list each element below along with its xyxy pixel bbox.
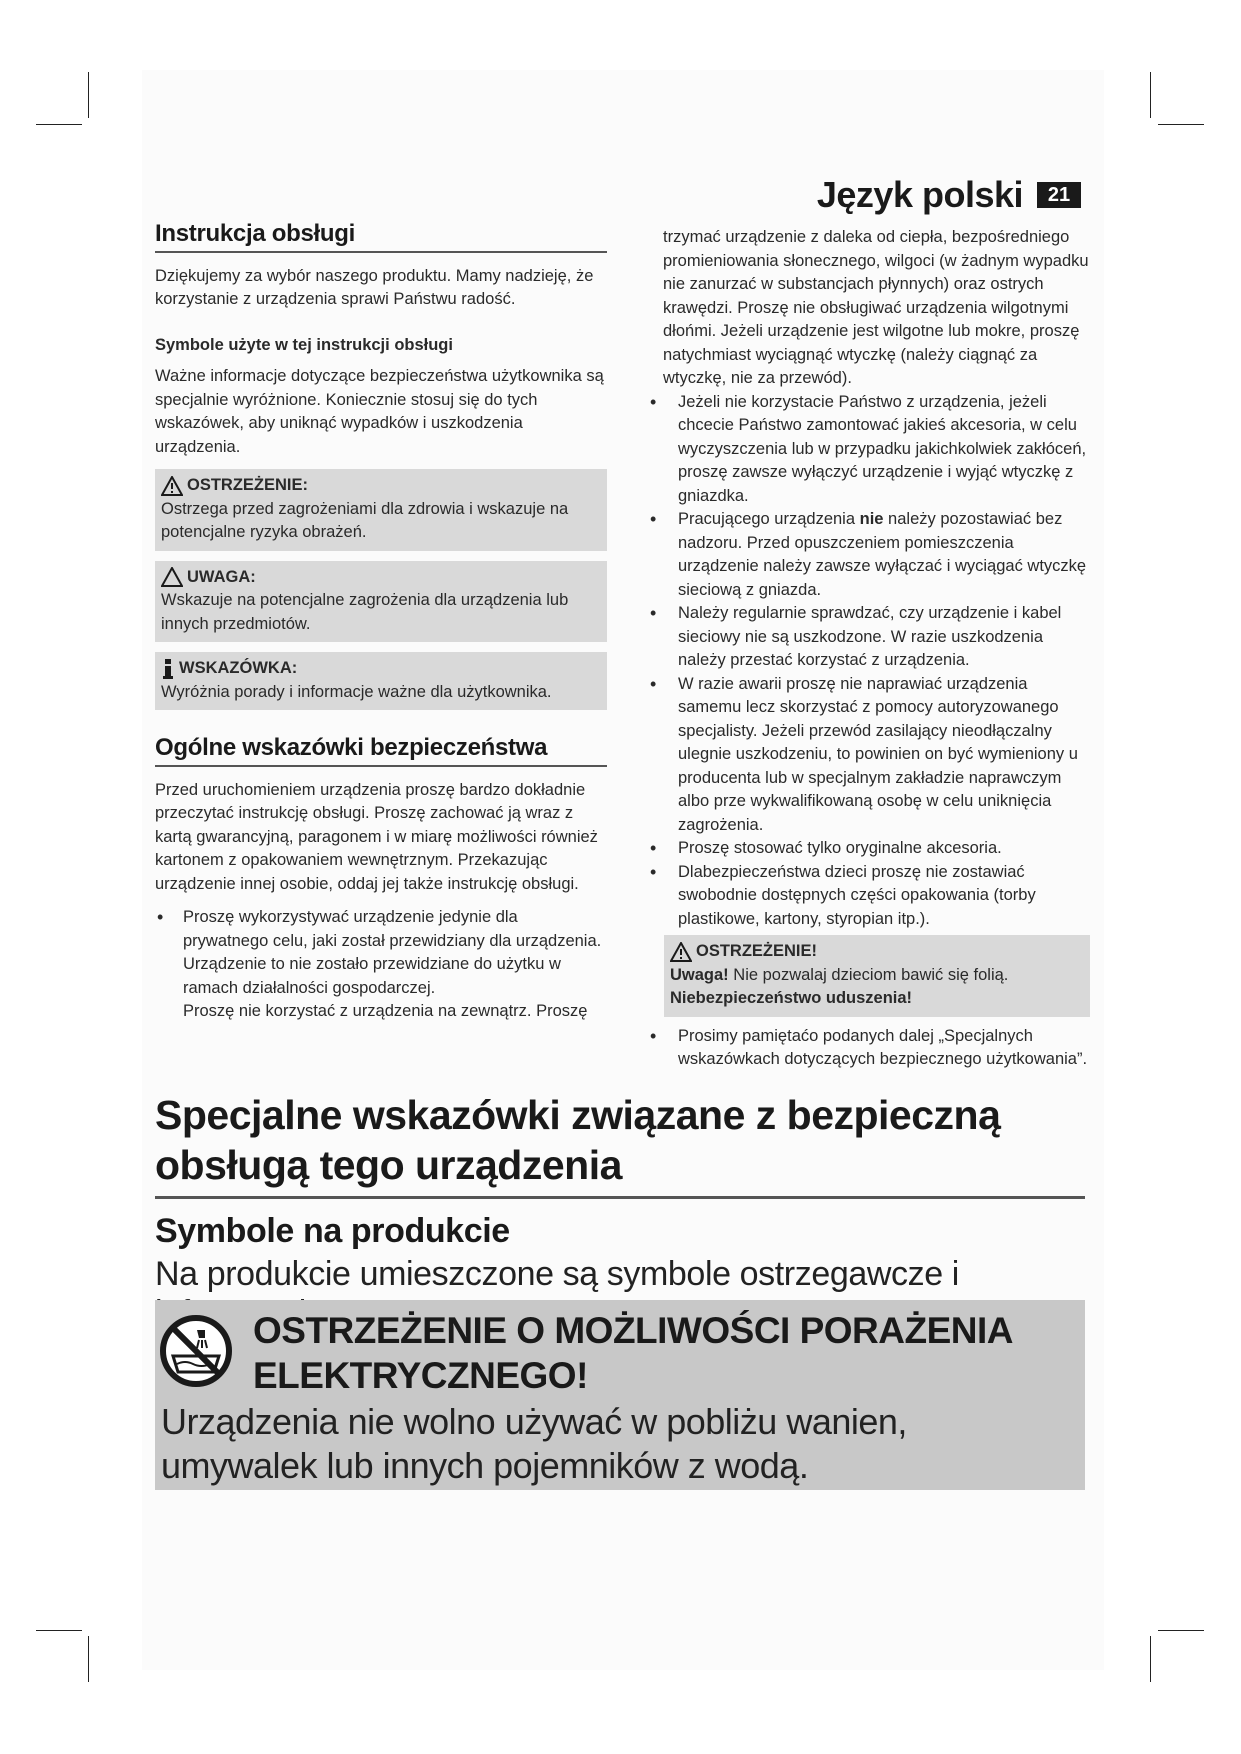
caution-box xyxy=(155,561,607,643)
warning-box xyxy=(155,469,607,551)
crop-mark xyxy=(88,1636,89,1682)
crop-mark xyxy=(36,124,82,125)
no-water-prohibition-icon xyxy=(159,1314,233,1388)
suffocation-box-text xyxy=(670,964,1084,1011)
symbols-product-title: Symbole na produkcie xyxy=(155,1212,510,1250)
list-item xyxy=(648,602,1090,673)
box-text: Nie pozwalaj dzieciom bawić się folią. xyxy=(728,965,1009,984)
note-box-text: Wyróżnia porady i informacje ważne dla użytkownika. xyxy=(161,682,552,701)
intro-text: Dziękujemy za wybór naszego produktu. Mamy nadzieję, że korzystanie z urządzenia sprawi Państwu radość. xyxy=(155,266,594,308)
crop-mark xyxy=(1150,1636,1151,1682)
safety-list xyxy=(155,906,607,1024)
electric-shock-warning-box xyxy=(155,1300,1085,1490)
safety-list-end xyxy=(648,1025,1090,1072)
special-section-title: Specjalne wskazówki związane z bezpieczną obsługą tego urządzenia xyxy=(155,1090,1085,1199)
continued-text: trzymać urządzenie z daleka od ciepła, bezpośredniego promieniowania słonecznego, wilgoci (w żadnym wypadku nie zanurzać w substancjach płynnych) oraz ostrych krawędzi. Proszę nie obsługiwać urządzenia wilgotnymi dłońmi. Jeżeli urządzenie jest wilgotne lub mokre, proszę natychmiast wyciągnąć wtyczkę (należy ciągnąć za wtyczkę, nie za przewód). xyxy=(663,228,1089,387)
warning-triangle-icon xyxy=(670,942,692,962)
info-icon xyxy=(161,659,175,679)
bullet-emphasis: nie xyxy=(859,510,884,528)
bullet-text-continued: Proszę nie korzystać z urządzenia na zewnątrz. Proszę xyxy=(183,1002,588,1020)
list-item xyxy=(648,391,1090,509)
bullet-text: Prosimy pamiętaćo podanych dalej „Specjalnych wskazówkach dotyczących bezpiecznego użytkowania”. xyxy=(678,1026,1088,1068)
crop-mark xyxy=(88,72,89,118)
crop-mark xyxy=(36,1630,82,1631)
list-item xyxy=(648,508,1090,602)
crop-mark xyxy=(1158,124,1204,125)
list-item xyxy=(648,837,1090,861)
bullet-text: Jeżeli nie korzystacie Państwo z urządzenia, jeżeli chcecie Państwo zamontować jakieś akcesoria, w celu wyczyszczenia lub w przypadku jakichkolwiek zakłóceń, proszę zawsze wyłączyć urządzenie i wyjąć wtyczkę z gniazdka. xyxy=(678,392,1087,505)
warning-box-text: Ostrzega przed zagrożeniami dla zdrowia i wskazuje na potencjalne ryzyka obrażeń. xyxy=(161,499,569,541)
bullet-text: Należy regularnie sprawdzać, czy urządzenie i kabel sieciowy nie są uszkodzone. W razie uszkodzenia należy przestać korzystać z urządzenia. xyxy=(678,604,1062,669)
list-item xyxy=(648,861,1090,932)
warning-box-title: OSTRZEŻENIE: xyxy=(187,476,309,494)
left-column xyxy=(155,222,607,1024)
bullet-text: W razie awarii proszę nie naprawiać urządzenia samemu lecz skorzystać z pomocy autoryzowanego specjalisty. Jeżeli przewód zasilający nieodłączalny ulegnie uszkodzeniu, to powinien on być wymieniony u producenta lub w specjalnym zakładzie naprawczym albo prze wykwalifikowaną osobę w celu uniknięcia zagrożenia. xyxy=(678,674,1078,834)
caution-box-text: Wskazuje na potencjalne zagrożenia dla urządzenia lub innych przedmiotów. xyxy=(161,591,569,633)
caution-box-title: UWAGA: xyxy=(187,567,256,586)
suffocation-warning-box xyxy=(664,935,1090,1017)
page-header xyxy=(817,174,1081,216)
list-item xyxy=(648,673,1090,838)
symbols-text: Ważne informacje dotyczące bezpieczeństwa użytkownika są specjalnie wyróżnione. Koniecznie stosuj się do tych wskazówek, aby uniknąć wypadków i uszkodzenia urządzenia. xyxy=(155,367,604,456)
caution-triangle-icon xyxy=(161,567,183,587)
box-emphasis: Uwaga! xyxy=(670,965,729,984)
bullet-text: należy pozostawiać bez nadzoru. Przed opuszczeniem pomieszczenia urządzenie należy zawsze wyłączać i wyciągać wtyczkę sieciową z gniazda. xyxy=(678,510,1087,599)
section-title-instructions: Instrukcja obsługi xyxy=(155,222,607,253)
box-emphasis: Niebezpieczeństwo uduszenia! xyxy=(670,989,913,1007)
note-box xyxy=(155,652,607,710)
list-item xyxy=(648,1025,1090,1072)
bullet-text: Dlabezpieczeństwa dzieci proszę nie zostawiać swobodnie dostępnych części opakowania (torby plastikowe, kartony, styropian itp.). xyxy=(678,862,1036,928)
symbols-product-subtitle: Na produkcie umieszczone są symbole ostrzegawcze i xyxy=(155,1255,959,1293)
list-item xyxy=(155,906,607,1024)
warning-triangle-icon xyxy=(161,476,183,496)
bullet-text: Proszę stosować tylko oryginalne akcesoria. xyxy=(678,839,1002,857)
right-column xyxy=(648,226,1090,1072)
suffocation-box-title: OSTRZEŻENIE! xyxy=(696,942,818,960)
bullet-text: Pracującego urządzenia xyxy=(678,510,860,528)
bullet-text: Proszę wykorzystywać urządzenie jedynie dla prywatnego celu, jaki został przewidziany dla urządzenia. Urządzenie to nie zostało przewidziane do użytku w ramach działalności gospodarczej. xyxy=(183,908,602,997)
electric-shock-warning-title: OSTRZEŻENIE O MOŻLIWOŚCI PORAŻENIA ELEKTRYCZNEGO! xyxy=(253,1310,1012,1396)
electric-shock-warning-text: Urządzenia nie wolno używać w pobliżu wanien, umywalek lub innych pojemników z wodą. xyxy=(161,1401,907,1486)
note-box-title: WSKAZÓWKA: xyxy=(179,659,298,677)
safety-text: Przed uruchomieniem urządzenia proszę bardzo dokładnie przeczytać instrukcję obsługi. Proszę zachować ją wraz z kartą gwarancyjną, paragonem i w miarę możliwości również kartonem z opakowaniem wewnętrznym. Przekazując urządzenie innej osobie, oddaj jej także instrukcję obsługi. xyxy=(155,780,598,893)
page-number: 21 xyxy=(1037,182,1081,208)
crop-mark xyxy=(1150,72,1151,118)
symbols-heading: Symbole użyte w tej instrukcji obsługi xyxy=(155,335,453,354)
language-title: Język polski xyxy=(816,174,1023,215)
crop-mark xyxy=(1158,1630,1204,1631)
section-title-safety: Ogólne wskazówki bezpieczeństwa xyxy=(155,736,607,767)
safety-list-continued xyxy=(648,391,1090,932)
